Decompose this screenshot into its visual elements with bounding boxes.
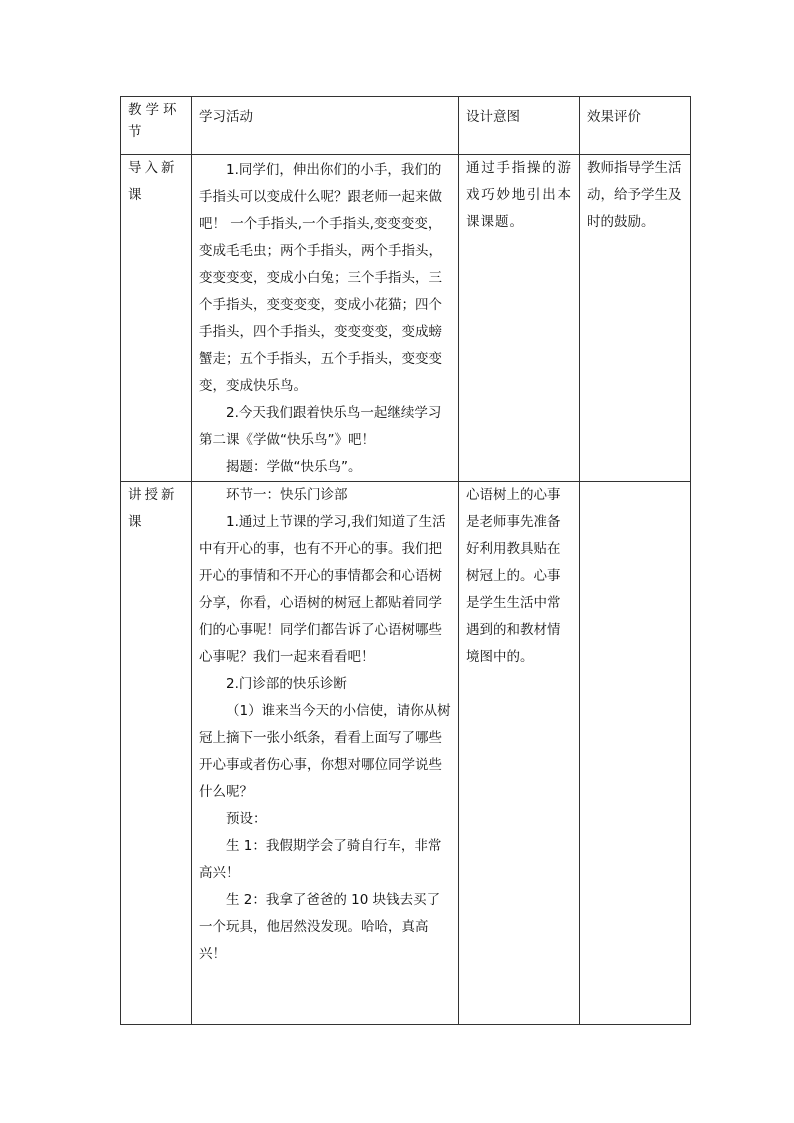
- design-cell: [459, 482, 580, 1025]
- table-row: [121, 155, 691, 482]
- activity-paragraph: 环节一：快乐门诊部: [226, 487, 348, 503]
- header-stage-text: 教学环节: [128, 102, 181, 140]
- activity-paragraph: 2.今天我们跟着快乐鸟一起继续学习第二课《学做“快乐鸟”》吧！: [199, 405, 442, 448]
- lesson-plan-table: [120, 96, 691, 1025]
- evaluation-cell: [580, 155, 691, 482]
- activity-paragraph: （1）谁来当今天的小信使，请你从树冠上摘下一张小纸条，看看上面写了哪些开心事或者伤心事，你想对哪位同学说些什么呢？: [199, 703, 451, 800]
- activity-paragraph: 生 1：我假期学会了骑自行车，非常高兴！: [199, 838, 442, 881]
- stage-cell: [121, 155, 192, 482]
- activity-paragraph: 生 2：我拿了爸爸的 10 块钱去买了一个玩具，他居然没发现。哈哈，真高兴！: [199, 892, 441, 962]
- design-text: 心语树上的心事是老师事先准备好利用教具贴在树冠上的。心事是学生生活中常遇到的和教材情境图中的。: [466, 487, 561, 665]
- activity-paragraph: 1.通过上节课的学习,我们知道了生活中有开心的事，也有不开心的事。我们把开心的事情和不开心的事情都会和心语树分享，你看，心语树的树冠上都贴着同学们的心事呢！同学们都告诉了心语树哪些心事呢？我们一起来看看吧！: [199, 514, 446, 665]
- table-row: [121, 482, 691, 1025]
- design-cell: [459, 155, 580, 482]
- header-stage: [121, 97, 192, 155]
- activity-paragraph: 1.同学们，伸出你们的小手，我们的手指头可以变成什么呢？跟老师一起来做吧！ 一个手指头,一个手指头,变变变变，变成毛毛虫；两个手指头，两个手指头，变变变变，变成小白兔；三个手指头，三个手指头，变变变变，变成小花猫；四个手指头，四个手指头，变变变变，变成螃蟹走；五个手指头，五个手指头，变变变变，变成快乐鸟。: [199, 162, 442, 394]
- activity-cell: [192, 482, 459, 1025]
- stage-cell: [121, 482, 192, 1025]
- header-activity: 学习活动: [192, 97, 459, 155]
- stage-label: 讲授新课: [128, 487, 178, 530]
- evaluation-text: 教师指导学生活动，给予学生及时的鼓励。: [587, 160, 682, 230]
- activity-paragraph: 2.门诊部的快乐诊断: [226, 676, 347, 692]
- header-design: 设计意图: [459, 97, 580, 155]
- evaluation-cell: [580, 482, 691, 1025]
- stage-label: 导入新课: [128, 160, 178, 203]
- header-row: [121, 97, 691, 155]
- activity-paragraph: 预设：: [226, 811, 267, 827]
- header-evaluation: 效果评价: [580, 97, 691, 155]
- activity-paragraph: 揭题：学做“快乐鸟”。: [226, 459, 362, 475]
- activity-cell: [192, 155, 459, 482]
- design-text: 通过手指操的游戏巧妙地引出本课课题。: [466, 160, 572, 230]
